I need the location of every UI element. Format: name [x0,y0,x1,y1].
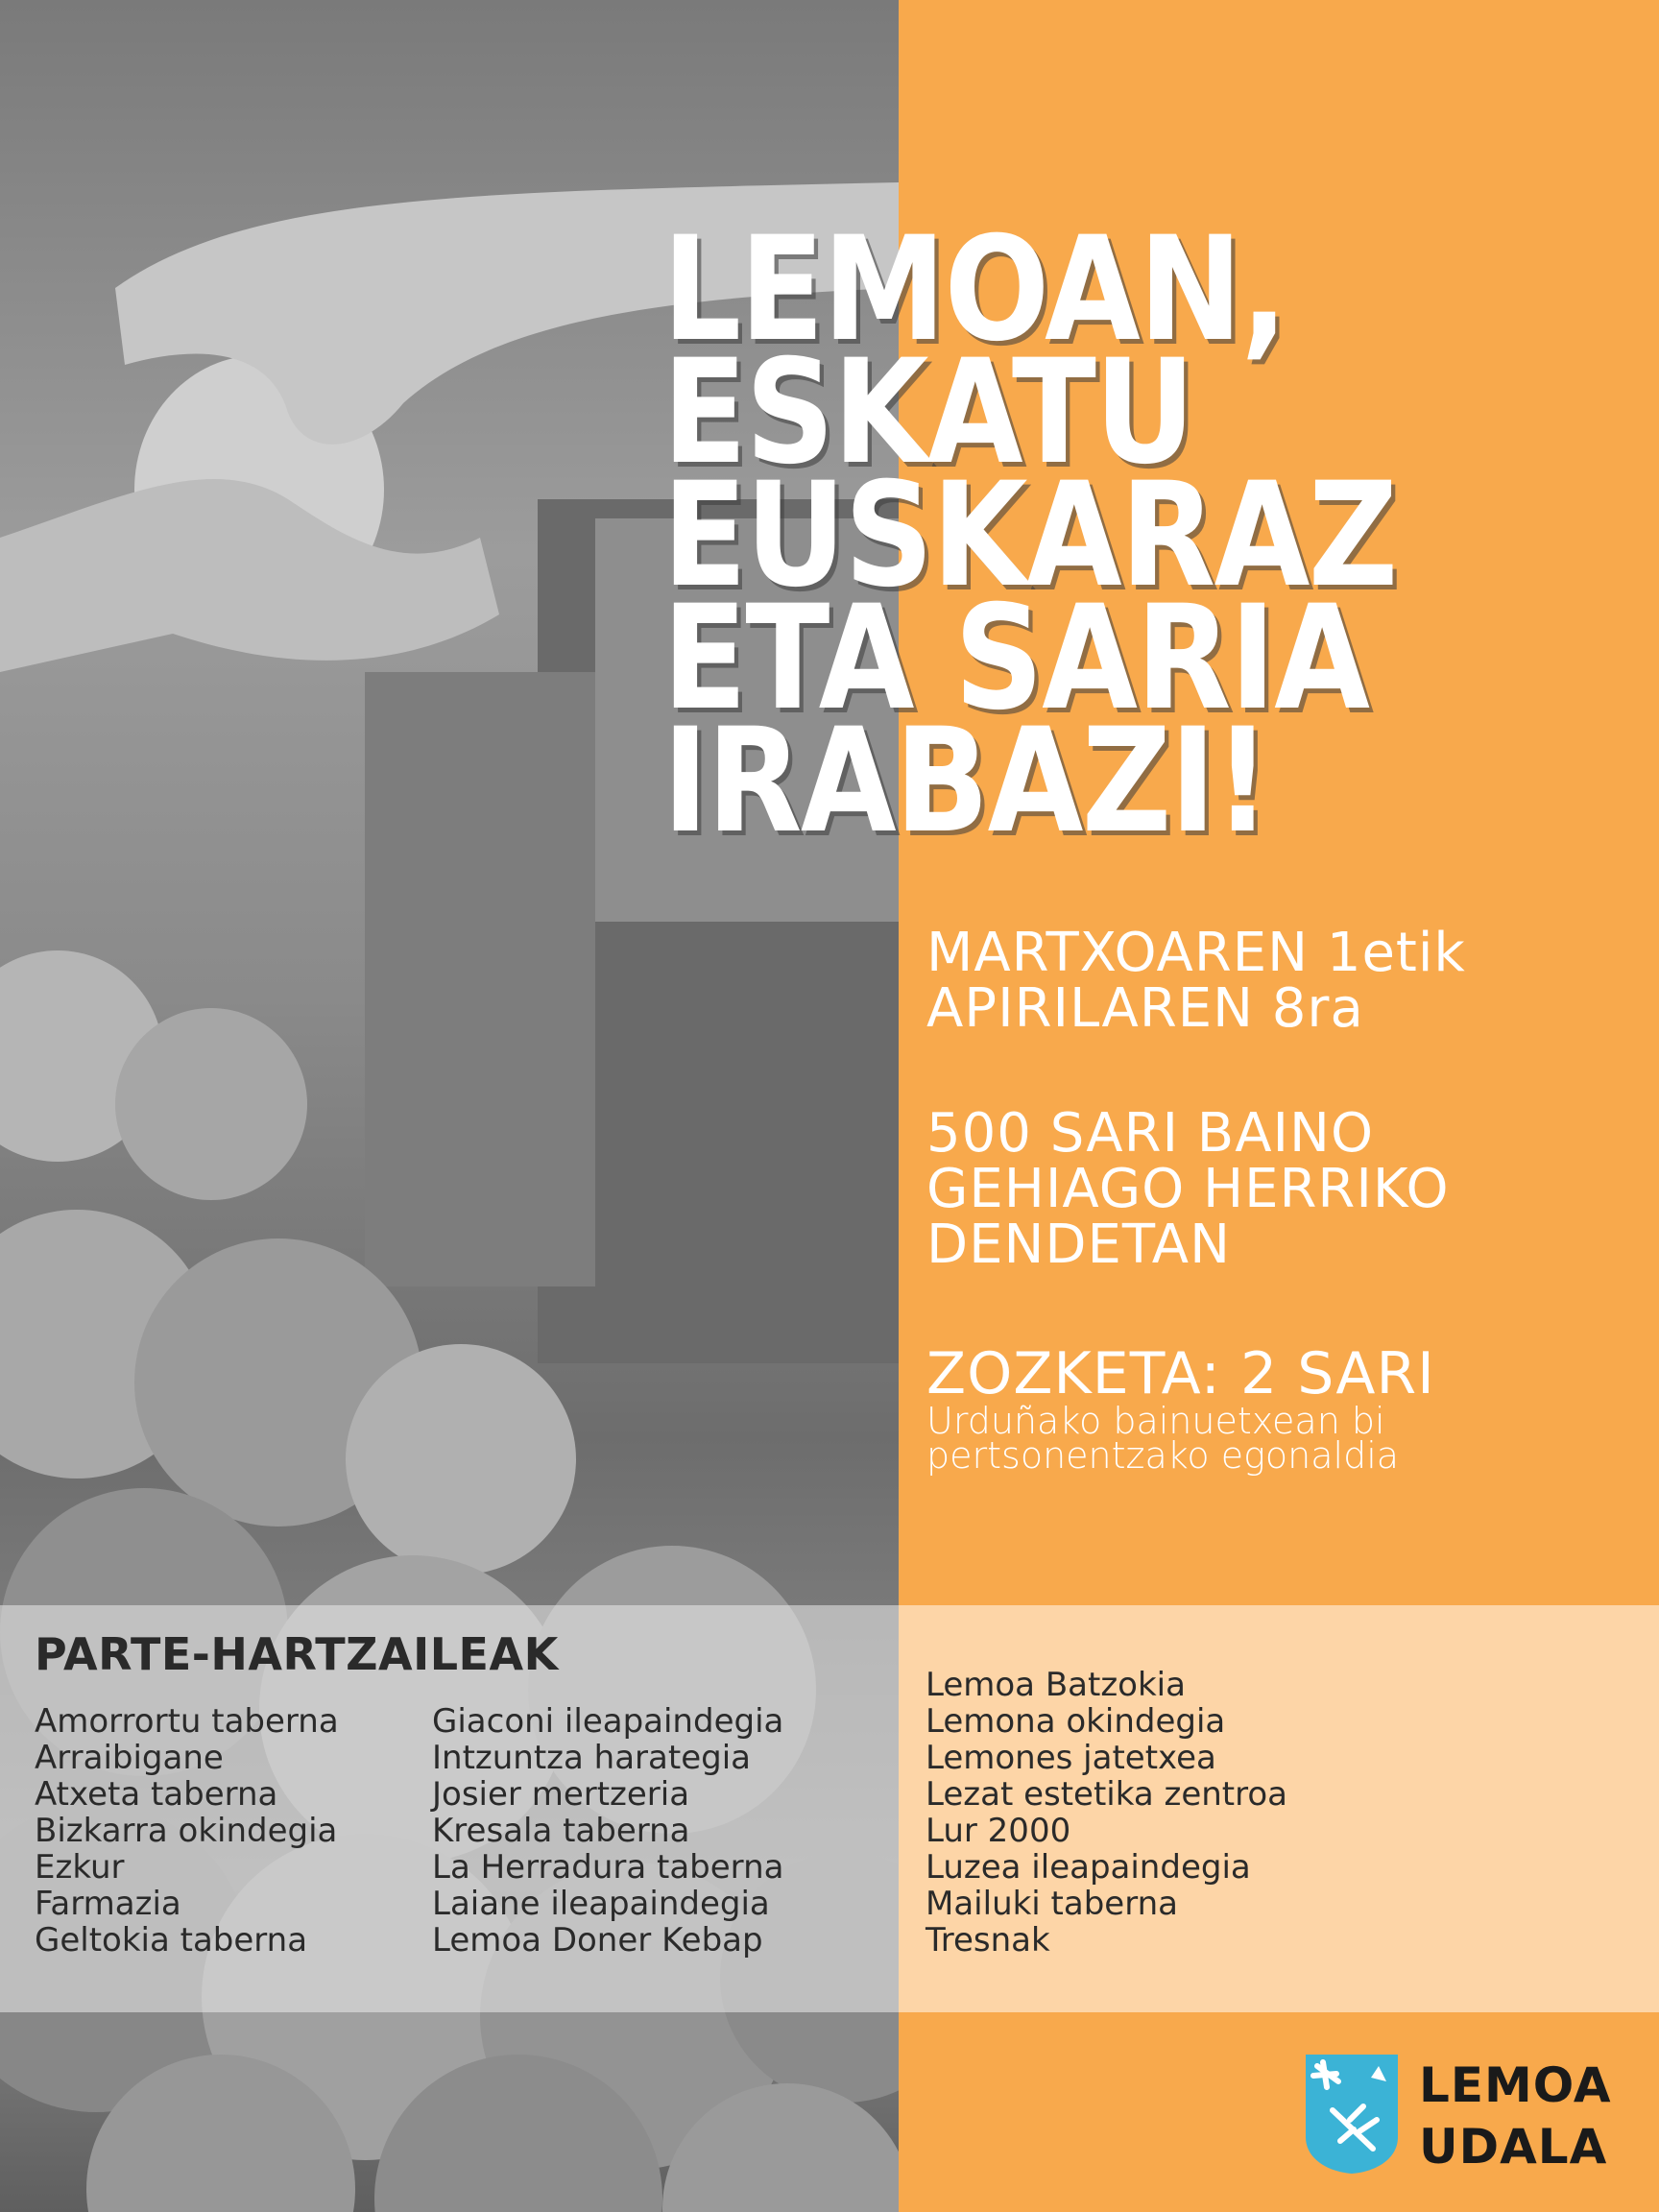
prizes-line-3: DENDETAN [926,1214,1231,1276]
participant-item: Tresnak [926,1921,1050,1960]
participant-item: Bizkarra okindegia [35,1812,338,1850]
raffle-desc-line-1: Urduñako bainuetxean bi [926,1400,1385,1442]
headline-line-5: IRABAZI! [662,698,1269,865]
participant-item: Lemones jatetxea [926,1739,1216,1777]
prizes-line-1: 500 SARI BAINO [926,1102,1375,1165]
participant-item: Intzuntza harategia [432,1739,751,1777]
participant-item: Mailuki taberna [926,1885,1178,1923]
raffle-desc-line-2: pertsonentzako egonaldia [926,1434,1400,1477]
logo-line-1: LEMOA [1419,2057,1612,2113]
participant-item: Amorrortu taberna [35,1702,339,1741]
participant-item: Atxeta taberna [35,1775,278,1814]
participant-item: Giaconi ileapaindegia [432,1702,784,1741]
participant-item: Lezat estetika zentroa [926,1775,1287,1814]
headline-line-2: ESKATU [662,329,1194,496]
participant-item: Lemoa Batzokia [926,1666,1186,1704]
prizes-line-2: GEHIAGO HERRIKO [926,1158,1450,1220]
lemoa-shield-icon [1304,2053,1400,2176]
participant-item: Ezkur [35,1848,125,1887]
participants-column-2 [432,1703,783,1959]
participants-title: PARTE-HARTZAILEAK [35,1628,559,1680]
participant-item: Arraibigane [35,1739,224,1777]
participant-item: La Herradura taberna [432,1848,784,1887]
dates-line-1: MARTXOAREN 1etik [926,922,1466,984]
logo-line-2: UDALA [1419,2119,1608,2175]
participant-item: Geltokia taberna [35,1921,308,1960]
participants-column-3 [926,1667,1287,1959]
participant-item: Farmazia [35,1885,181,1923]
raffle-title: ZOZKETA: 2 SARI [926,1340,1435,1407]
logo-text [1419,2055,1612,2177]
participant-item: Lemoa Doner Kebap [432,1921,763,1960]
headline-line-1: LEMOAN, [662,206,1286,373]
lemoa-udala-logo [1304,2051,1621,2185]
headline-line-4: ETA SARIA [662,575,1369,742]
participant-item: Luzea ileapaindegia [926,1848,1251,1887]
dates-line-2: APIRILAREN 8ra [926,977,1364,1040]
headline-line-3: EUSKARAZ [662,452,1397,619]
headline [662,206,1632,865]
raffle-block [926,1340,1435,1477]
participant-item: Laiane ileapaindegia [432,1885,770,1923]
dates-block [926,922,1466,1040]
participant-item: Lemona okindegia [926,1702,1226,1741]
participants-column-1 [35,1703,339,1959]
participant-item: Kresala taberna [432,1812,690,1850]
participant-item: Josier mertzeria [432,1775,690,1814]
prizes-block [926,1102,1450,1276]
participant-item: Lur 2000 [926,1812,1071,1850]
